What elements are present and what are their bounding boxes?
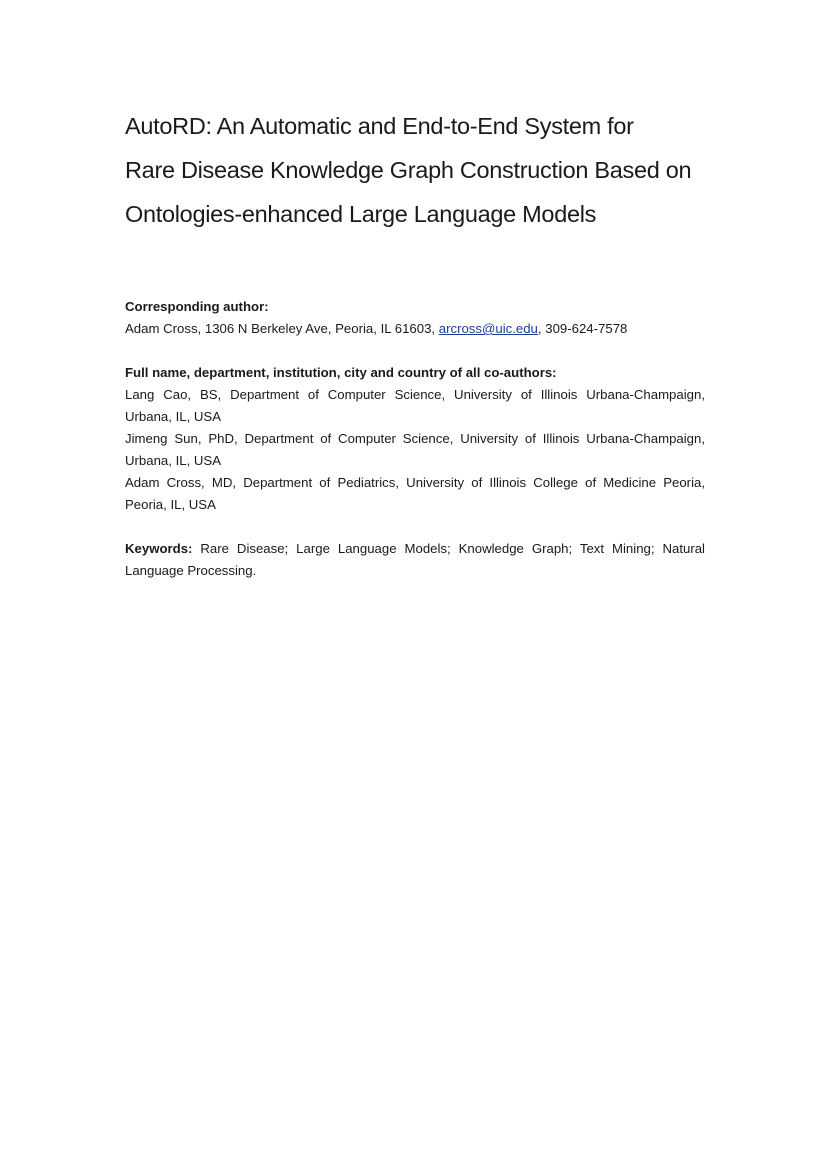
corresponding-author-label: Corresponding author: [125,299,269,314]
keywords-section [125,538,705,582]
coauthor-entry [125,428,705,472]
title-line: Rare Disease Knowledge Graph Construction Based on [125,157,692,183]
coauthors-label: Full name, department, institution, city and country of all co-authors: [125,365,557,380]
coauthor-line: Lang Cao, BS, Department of Computer Science, University of Illinois Urbana-Champaign, [125,387,705,402]
coauthor-entry [125,472,705,516]
coauthor-line: Urbana, IL, USA [125,453,222,468]
paper-title [125,104,715,236]
keywords-line: Language Processing. [125,563,257,578]
corresponding-author-address: Adam Cross, 1306 N Berkeley Ave, Peoria, IL 61603, [125,321,439,336]
corresponding-author-details [125,318,705,340]
keywords-label: Keywords: [125,541,193,556]
coauthor-line: Peoria, IL, USA [125,497,216,512]
coauthor-entry [125,384,705,428]
title-line: AutoRD: An Automatic and End-to-End System for [125,113,634,139]
coauthor-line: Urbana, IL, USA [125,409,222,424]
keywords-text: Rare Disease; Large Language Models; Knowledge Graph; Text Mining; Natural [192,541,705,556]
front-matter [125,296,705,582]
spacer [125,340,705,362]
corresponding-author-email-link[interactable]: arcross@uic.edu [438,321,538,336]
keywords-line [125,538,705,560]
spacer [125,516,705,538]
coauthor-line: Adam Cross, MD, Department of Pediatrics, University of Illinois College of Medicine Peoria, [125,475,705,490]
corresponding-author-phone: , 309-624-7578 [537,321,628,336]
coauthor-line: Jimeng Sun, PhD, Department of Computer Science, University of Illinois Urbana-Champaign, [125,431,705,446]
title-line: Ontologies-enhanced Large Language Models [125,201,597,227]
